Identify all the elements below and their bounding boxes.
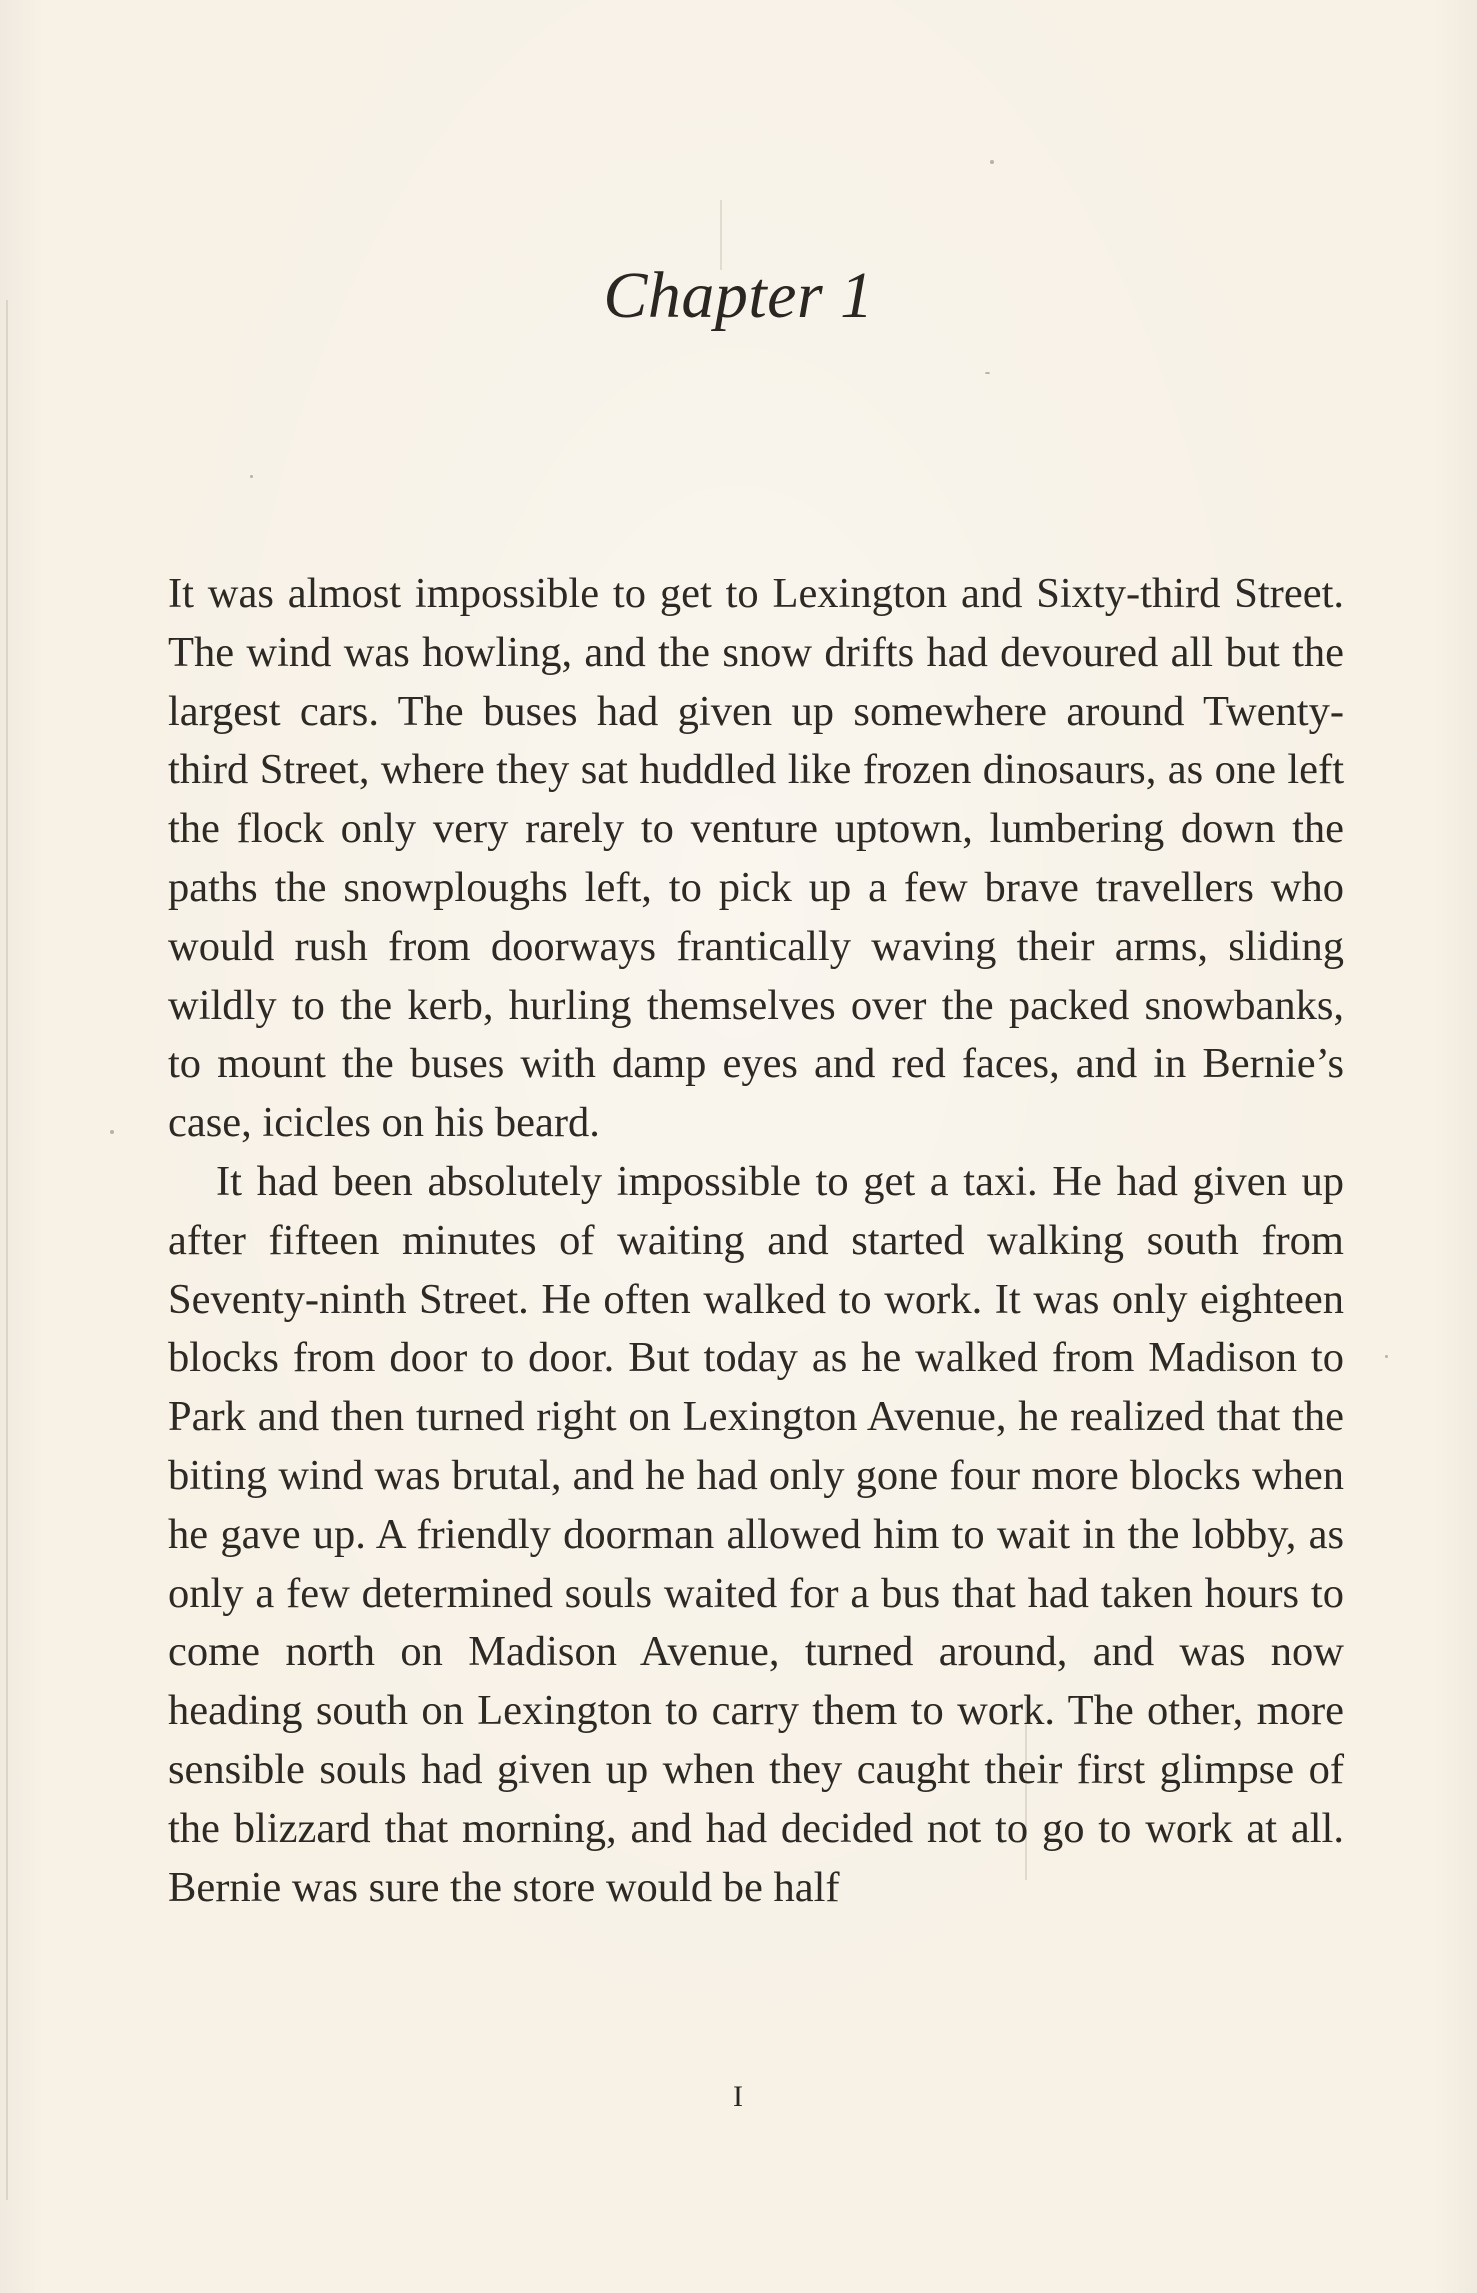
paper-speck [250,475,253,478]
paper-crease [6,300,8,2200]
paragraph: It was almost impossible to get to Lexington and Sixty-third Street. The wind was howling, and the snow drifts had devoured all but the largest cars. The buses had given up somewhere around Twenty-third Street, where they sat huddled like frozen dinosaurs, as one left the flock only very rarely to venture uptown, lumbering down the paths the snowploughs left, to pick up a few brave travellers who would rush from doorways frantically waving their arms, sliding wildly to the kerb, hurling themselves over the packed snowbanks, to mount the buses with damp eyes and red faces, and in Bernie’s case, icicles on his beard. [168,570,1344,1147]
chapter-title: Chapter 1 [603,259,874,332]
page-number: I [733,2080,744,2113]
chapter-body [168,565,1344,1917]
paper-speck [985,372,990,374]
paper-speck [990,160,994,164]
paper-speck [1385,1355,1388,1358]
paper-speck [110,1130,114,1134]
paragraph: It had been absolutely impossible to get a taxi. He had given up after fifteen minutes of waiting and started walking south from Seventy-ninth Street. He often walked to work. It was only eighteen blocks from door to door. But today as he walked from Madison to Park and then turned right on Lexington Avenue, he realized that the biting wind was brutal, and he had only gone four more blocks when he gave up. A friendly doorman allowed him to wait in the lobby, as only a few determined souls waited for a bus that had taken hours to come north on Madison Avenue, turned around, and was now heading south on Lexington to carry them to work. The other, more sensible souls had given up when they caught their first glimpse of the blizzard that morning, and had decided not to go to work at all. Bernie was sure the store would be half [168,1157,1344,1911]
